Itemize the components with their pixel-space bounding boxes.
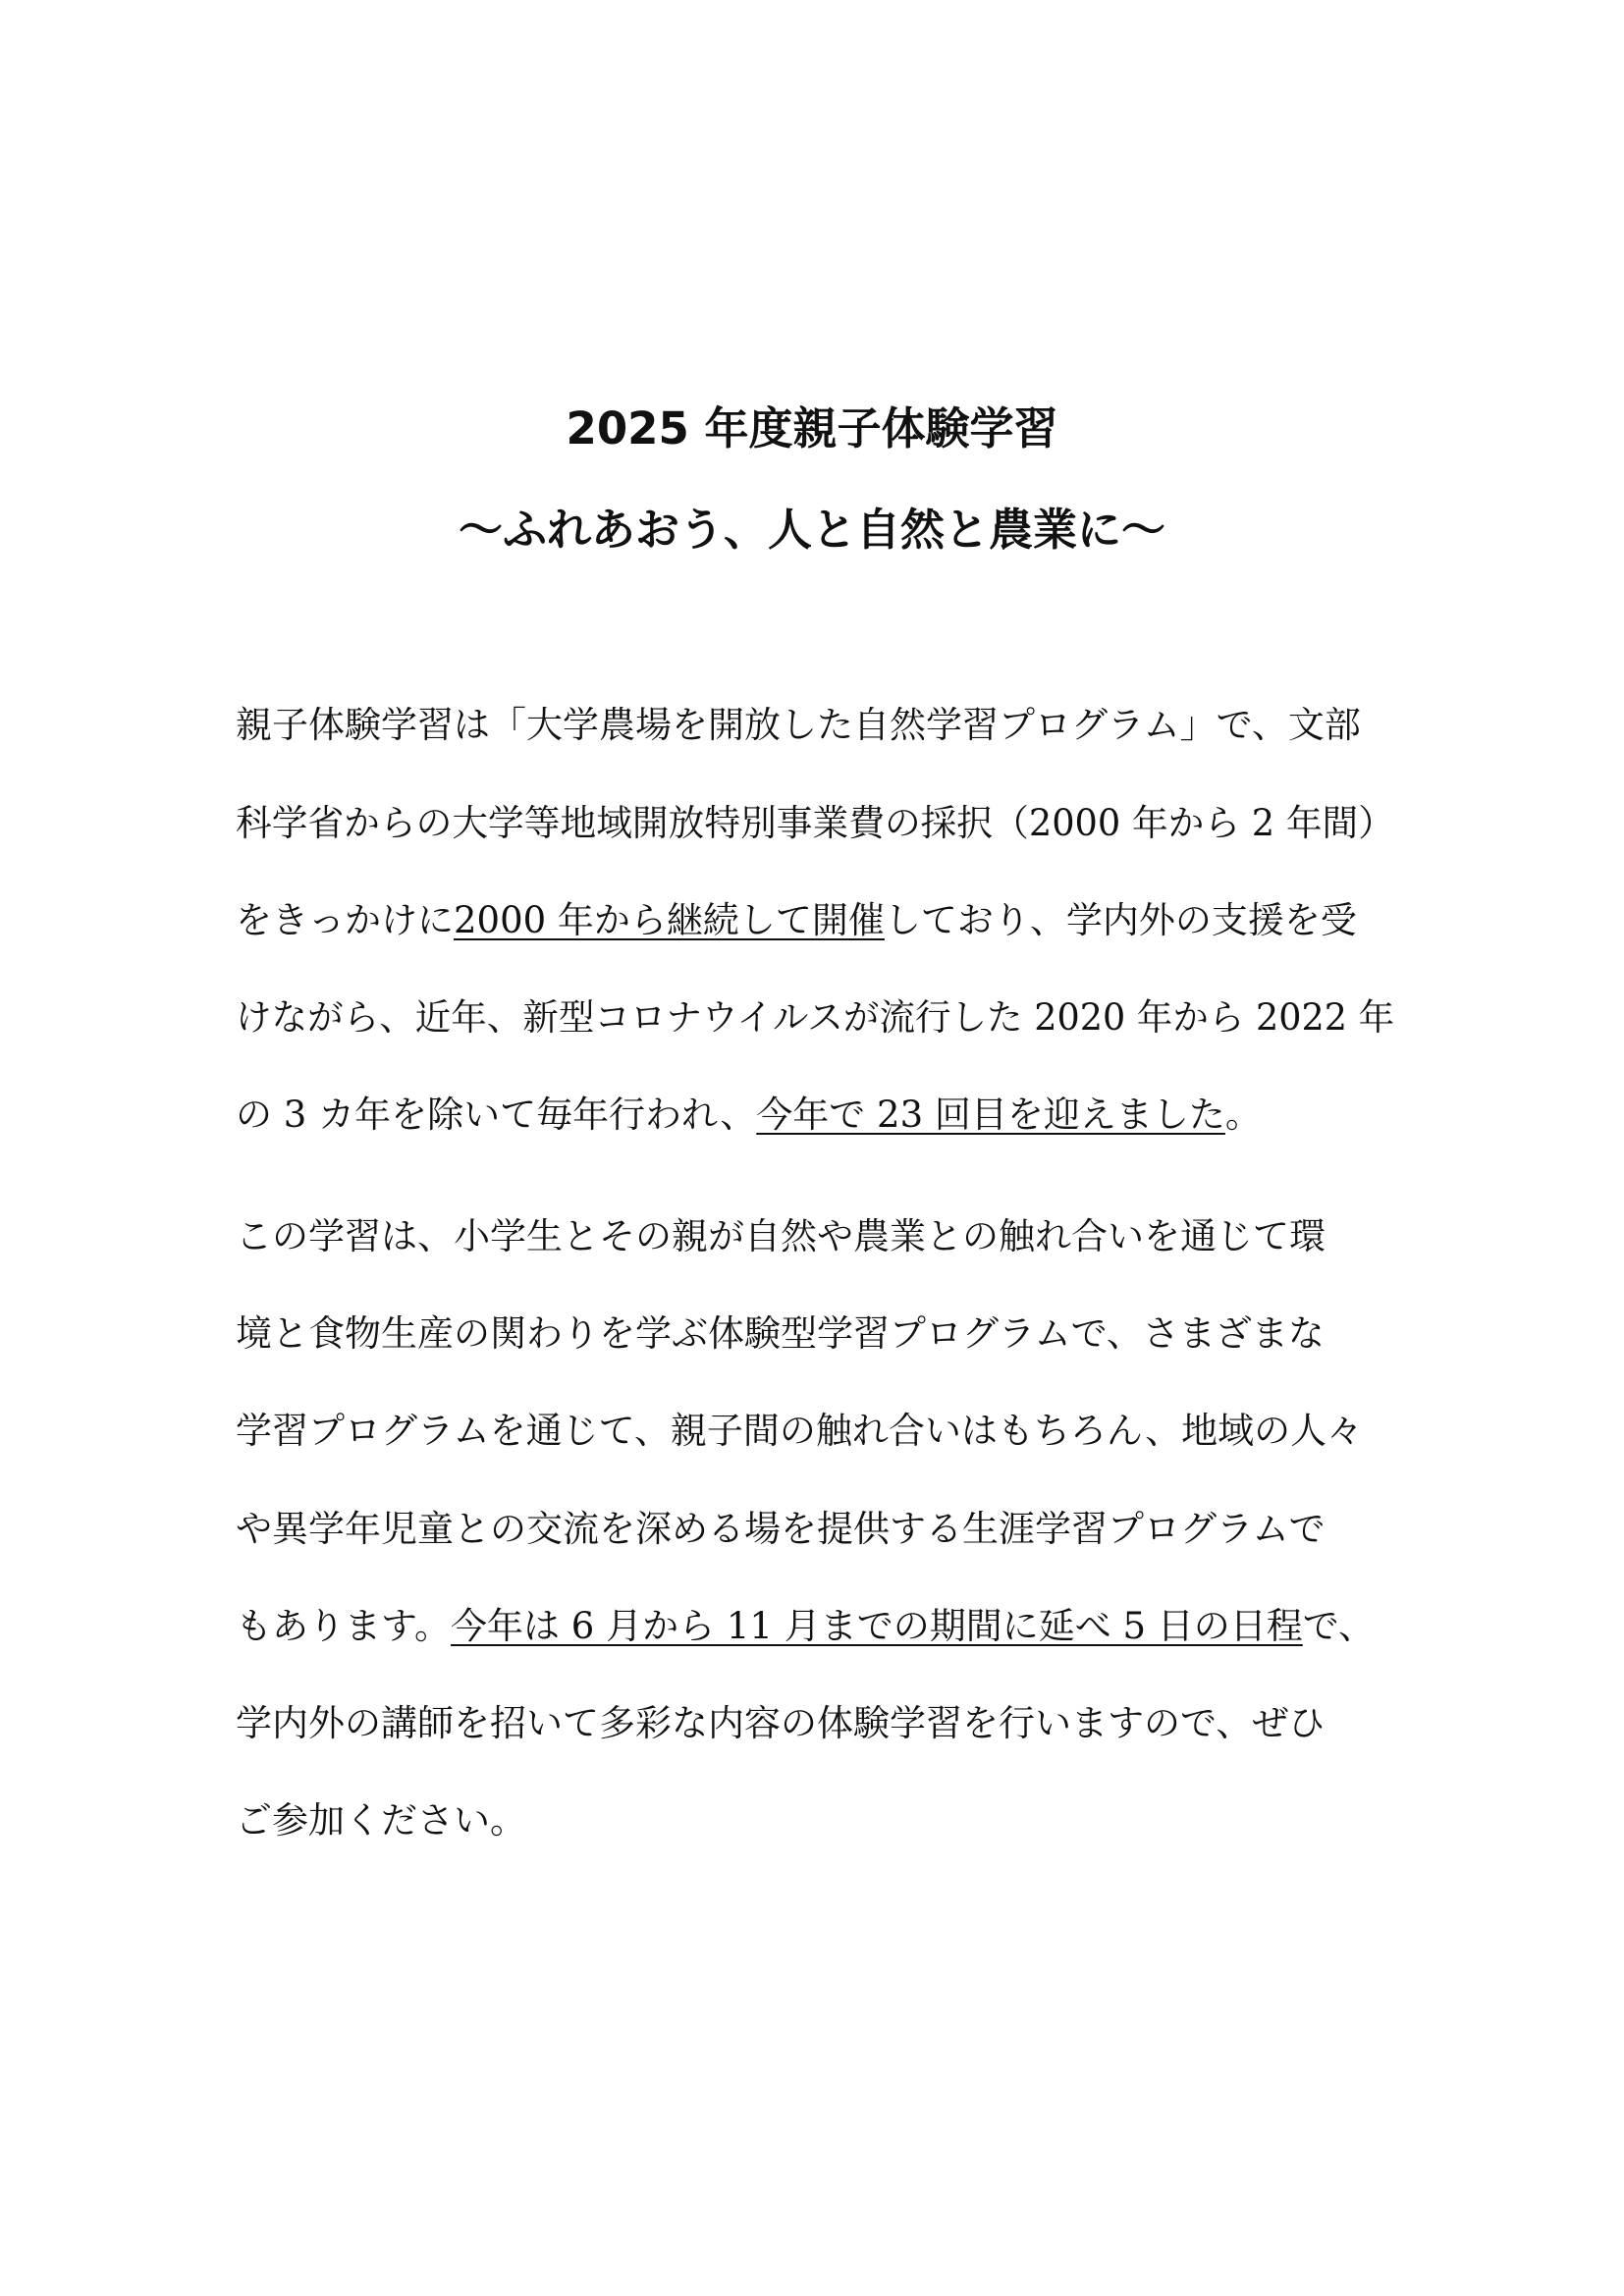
paragraph1-line bbox=[236, 897, 1357, 944]
paragraph2-line: ご参加ください。 bbox=[236, 1799, 526, 1842]
underlined-text: 今年で 23 回目を迎えました bbox=[756, 1094, 1225, 1136]
underlined-text: 今年は 6 月から 11 月までの期間に延べ 5 日の日程 bbox=[451, 1605, 1303, 1647]
paragraph2-line: この学習は、小学生とその親が自然や農業との触れ合いを通じて環 bbox=[236, 1215, 1326, 1257]
text-segment: の 3 カ年を除いて毎年行われ、 bbox=[236, 1094, 757, 1136]
paragraph1-line: 親子体験学習は「大学農場を開放した自然学習プログラム」で、文部 bbox=[236, 704, 1361, 746]
text-segment: で、 bbox=[1302, 1605, 1376, 1647]
page-title: 2025 年度親子体験学習 bbox=[566, 402, 1058, 454]
text-segment: もあります。 bbox=[236, 1605, 452, 1647]
page-subtitle: ～ふれあおう、人と自然と農業に～ bbox=[458, 504, 1165, 556]
paragraph2-line: 学習プログラムを通じて、親子間の触れ合いはもちろん、地域の人々 bbox=[236, 1410, 1364, 1452]
paragraph1-line bbox=[236, 1092, 1262, 1139]
paragraph2-line bbox=[236, 1603, 1375, 1650]
paragraph1-line: 科学省からの大学等地域開放特別事業費の採択（2000 年から 2 年間） bbox=[236, 802, 1394, 844]
text-segment: しており、学内外の支援を受 bbox=[884, 899, 1357, 941]
text-segment: 。 bbox=[1224, 1094, 1262, 1136]
text-segment: をきっかけに bbox=[236, 899, 454, 941]
paragraph1-line: けながら、近年、新型コロナウイルスが流行した 2020 年から 2022 年 bbox=[236, 996, 1395, 1039]
paragraph2-line: 境と食物生産の関わりを学ぶ体験型学習プログラムで、さまざまな bbox=[236, 1312, 1325, 1355]
underlined-text: 2000 年から継続して開催 bbox=[454, 899, 885, 941]
paragraph2-line: や異学年児童との交流を深める場を提供する生涯学習プログラムで bbox=[236, 1508, 1326, 1550]
paragraph2-line: 学内外の講師を招いて多彩な内容の体験学習を行いますので、ぜひ bbox=[236, 1702, 1326, 1744]
